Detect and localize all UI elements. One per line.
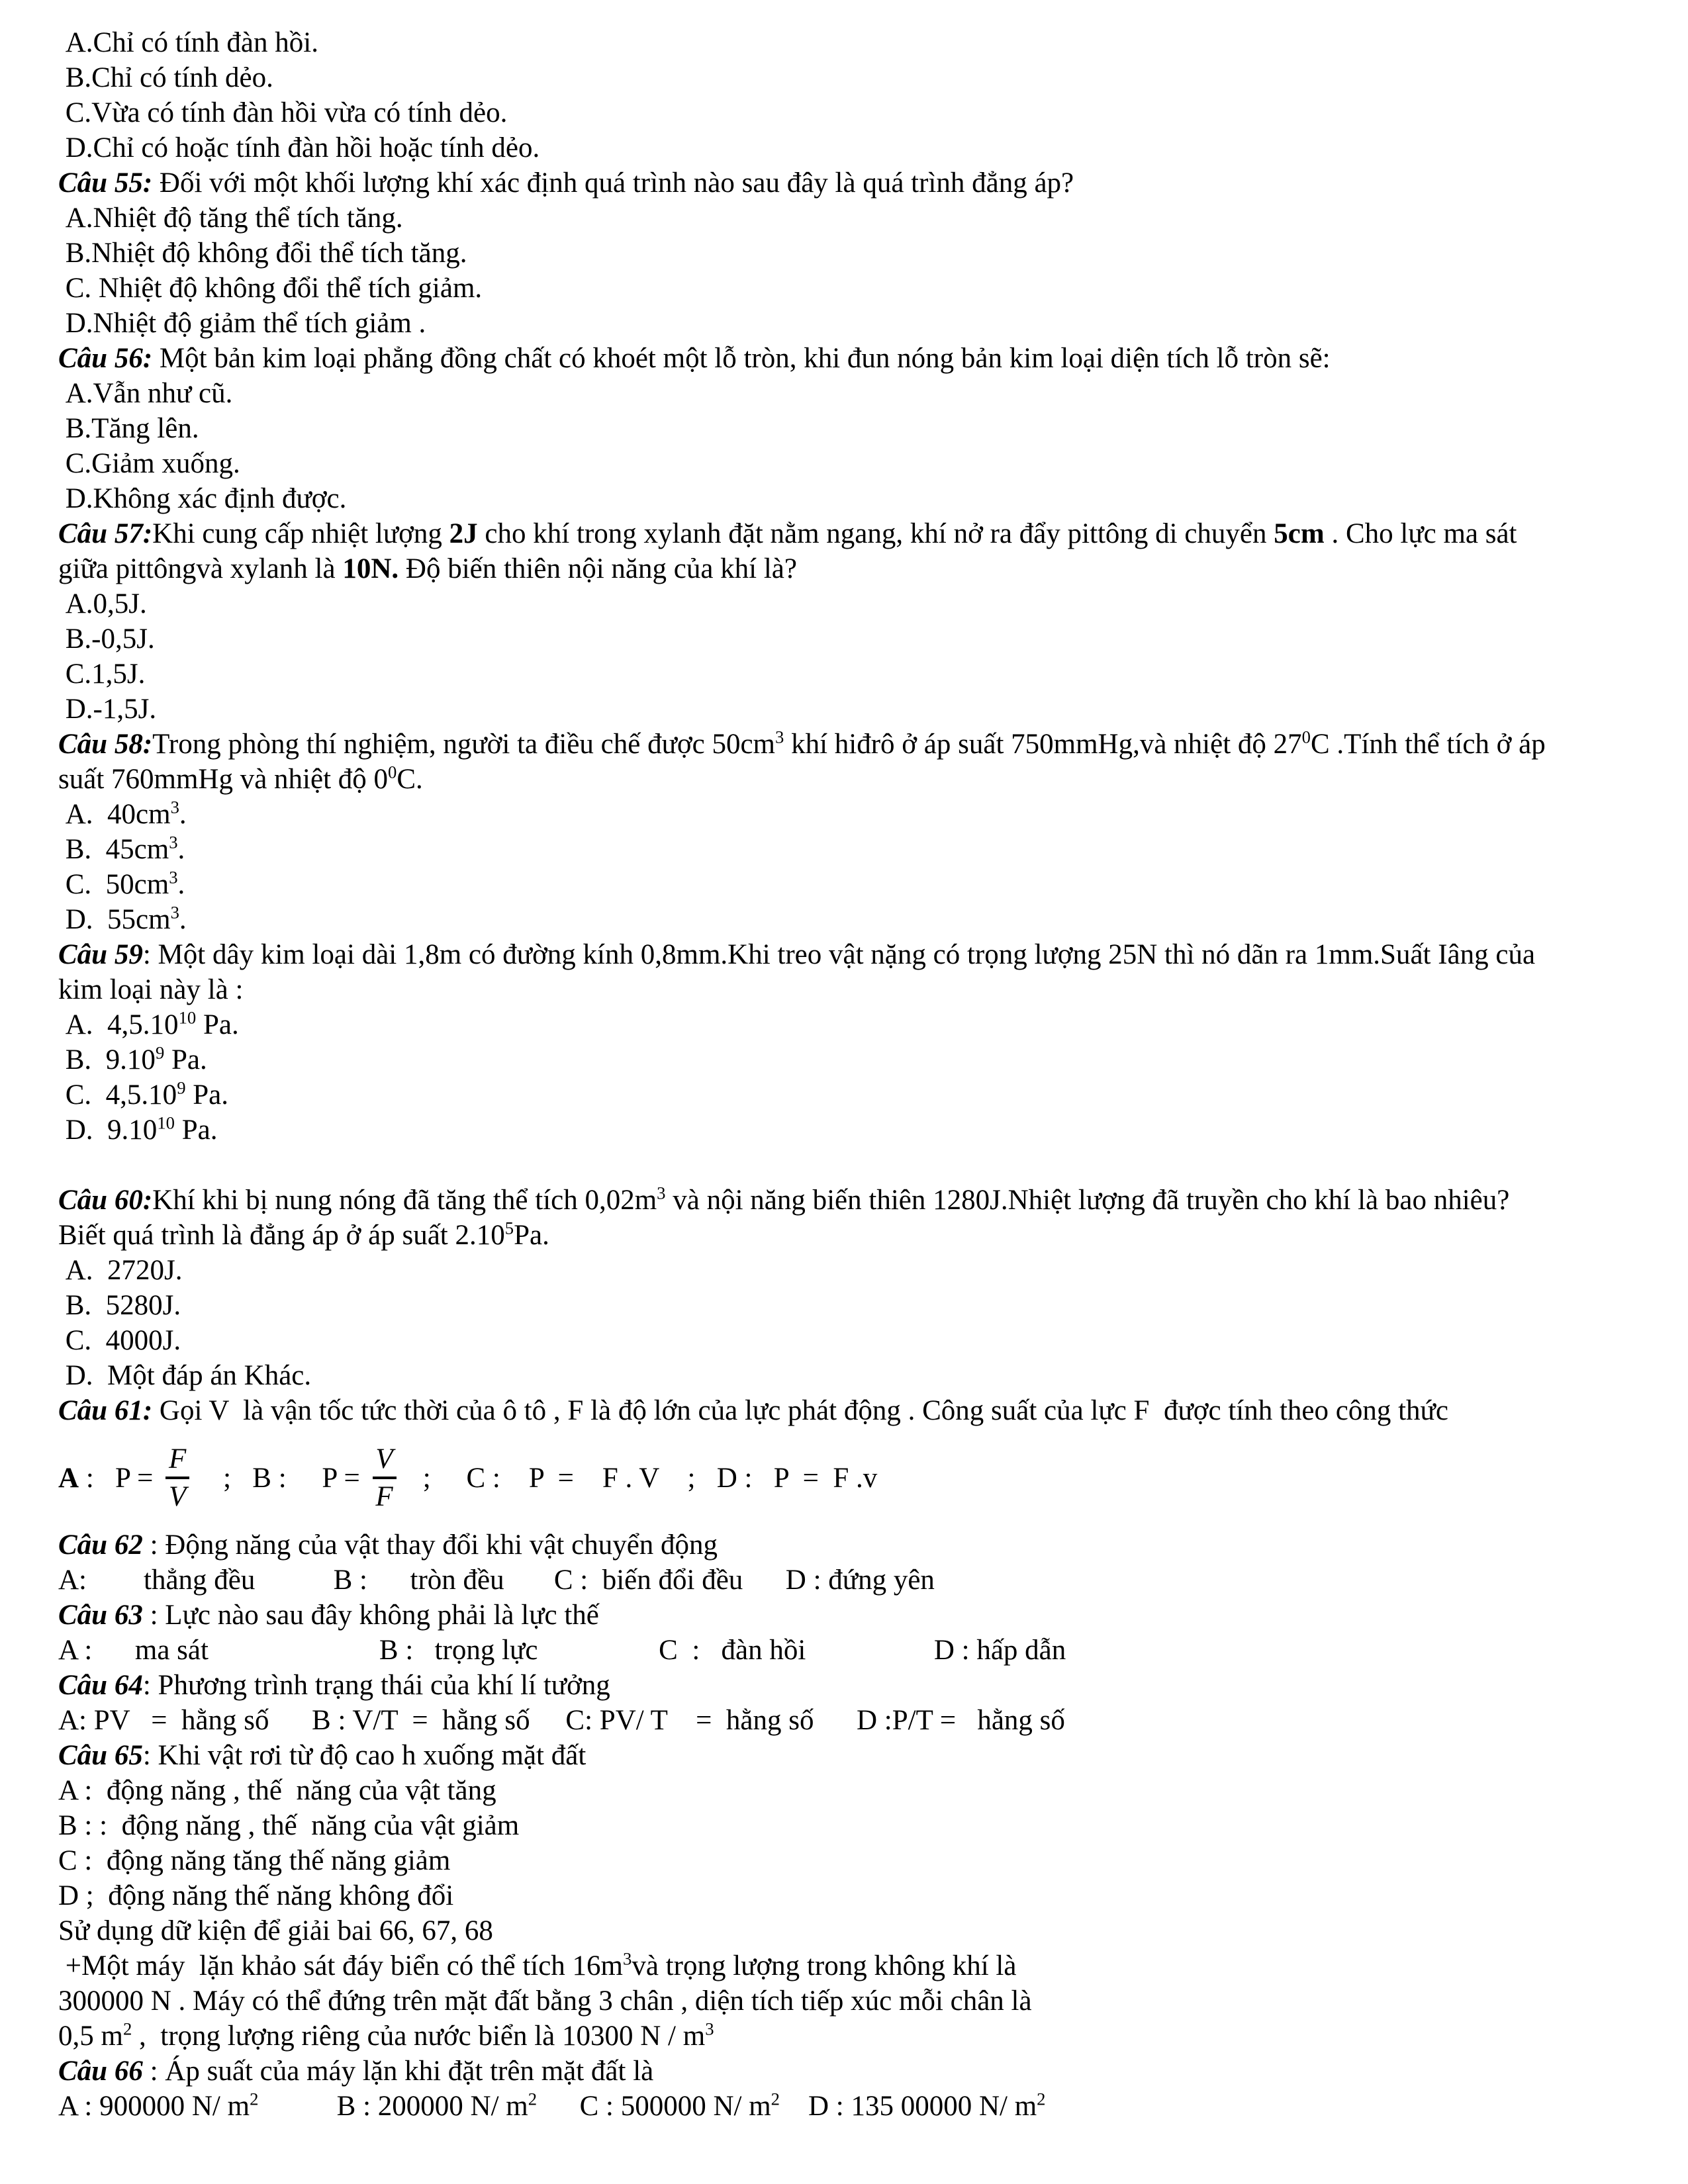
text-segment: 2: [250, 2089, 259, 2109]
text-segment: 2: [771, 2089, 780, 2109]
question-label: Câu 59: [58, 939, 143, 970]
text-segment: : Động năng của vật thay đổi khi vật chuyển động: [142, 1529, 718, 1561]
text-segment: D ; động năng thế năng không đổi: [58, 1880, 454, 1911]
question-label: Câu 66: [58, 2056, 143, 2087]
text-segment: , trọng lượng riêng của nước biển là 10300 N / m: [132, 2021, 706, 2052]
text-segment: B : 200000 N/ m: [258, 2091, 528, 2122]
text-segment: Sử dụng dữ kiện để giải bai 66, 67, 68: [58, 1915, 493, 1946]
text-segment: Biết quá trình là đẳng áp ở áp suất 2.10: [58, 1220, 505, 1251]
text-line: [58, 1598, 1652, 1633]
text-segment: Pa.: [164, 1044, 207, 1075]
text-line: [58, 657, 1652, 692]
text-segment: Pa.: [196, 1009, 239, 1040]
text-line: [58, 1773, 1652, 1808]
text-segment: 3: [705, 2019, 714, 2039]
text-segment: B.Tăng lên.: [58, 413, 199, 444]
text-line: [58, 1077, 1652, 1113]
text-line: [58, 1288, 1652, 1323]
text-segment: 3: [657, 1183, 666, 1203]
text-line: [58, 95, 1652, 130]
question-label: Câu 60:: [58, 1185, 153, 1216]
text-line: [58, 376, 1652, 411]
text-line: [58, 1703, 1652, 1738]
text-segment: A. 40cm: [58, 799, 171, 830]
text-line: [58, 1113, 1652, 1148]
text-segment: cho khí trong xylanh đặt nằm ngang, khí nở ra đẩy pittông di chuyển: [477, 518, 1274, 549]
text-line: [58, 832, 1652, 867]
text-line: [58, 1253, 1652, 1288]
text-segment: Pa.: [514, 1220, 549, 1251]
text-line: [58, 727, 1652, 762]
text-segment: D.Không xác định được.: [58, 483, 347, 514]
text-segment: 2J: [449, 518, 478, 549]
question-label: Câu 57:: [58, 518, 153, 549]
text-segment: : Lực nào sau đây không phải là lực thế: [142, 1600, 599, 1631]
text-segment: A : ma sát B : trọng lực C : đàn hồi D : hấp dẫn: [58, 1635, 1066, 1666]
text-line: [58, 1563, 1652, 1598]
text-segment: C : 500000 N/ m: [537, 2091, 771, 2122]
text-segment: 10: [178, 1007, 197, 1028]
text-segment: D. Một đáp án Khác.: [58, 1360, 312, 1391]
text-line: [58, 551, 1652, 586]
text-line: [58, 1183, 1652, 1218]
fraction: $\frac{V}{F}$: [373, 1444, 397, 1512]
text-segment: C.1,5J.: [58, 659, 146, 690]
text-line: [58, 201, 1652, 236]
text-segment: : Áp suất của máy lặn khi đặt trên mặt đất là: [142, 2056, 654, 2087]
text-line: [58, 1948, 1652, 1983]
text-segment: B : : động năng , thế năng của vật giảm: [58, 1810, 520, 1841]
text-segment: A.0,5J.: [58, 588, 147, 619]
fraction-bar: [165, 1477, 189, 1479]
text-segment: D. 9.10: [58, 1115, 158, 1146]
text-segment: D. 55cm: [58, 904, 171, 935]
text-segment: 5: [504, 1218, 514, 1238]
text-segment: Gọi V là vận tốc tức thời của ô tô , F là độ lớn của lực phát động . Công suất của lực F được tính theo công thức: [152, 1395, 1448, 1426]
question-label: Câu 64: [58, 1670, 143, 1701]
text-line: [58, 341, 1652, 376]
text-segment: .: [177, 869, 185, 900]
text-segment: B. 9.10: [58, 1044, 156, 1075]
text-segment: C : động năng tăng thế năng giảm: [58, 1845, 451, 1876]
text-line: [58, 1393, 1652, 1428]
text-segment: và trọng lượng trong không khí là: [632, 1950, 1017, 1981]
text-segment: : Một dây kim loại dài 1,8m có đường kính 0,8mm.Khi treo vật nặng có trọng lượng 25N thì nó dãn ra 1mm.Suất Iâng của: [142, 939, 1536, 970]
text-line: [58, 2054, 1652, 2089]
text-line: [58, 446, 1652, 481]
text-segment: A : 900000 N/ m: [58, 2091, 250, 2122]
text-line: [58, 25, 1652, 60]
text-segment: 0,5 m: [58, 2021, 123, 2052]
text-segment: 0: [1301, 727, 1311, 747]
text-segment: A: PV = hằng số B : V/T = hằng số C: PV/ T = hằng số D :P/T = hằng số: [58, 1705, 1065, 1736]
text-segment: B. 45cm: [58, 834, 169, 865]
text-segment: và nội năng biến thiên 1280J.Nhiệt lượng đã truyền cho khí là bao nhiêu?: [665, 1185, 1510, 1216]
text-segment: 0: [388, 762, 397, 782]
text-segment: B.Chỉ có tính dẻo.: [58, 62, 273, 93]
text-segment: 3: [170, 797, 179, 817]
text-segment: 10N.: [342, 553, 399, 584]
text-segment: C. Nhiệt độ không đổi thể tích giảm.: [58, 273, 483, 304]
question-label: Câu 58:: [58, 729, 153, 760]
text-line: [58, 1913, 1652, 1948]
text-segment: Khi cung cấp nhiệt lượng: [152, 518, 449, 549]
text-segment: C. 4000J.: [58, 1325, 181, 1356]
text-line: [58, 1808, 1652, 1843]
text-segment: A. 2720J.: [58, 1255, 183, 1286]
text-line: [58, 1738, 1652, 1773]
text-segment: D.Nhiệt độ giảm thể tích giảm .: [58, 308, 426, 339]
text-segment: A : động năng , thế năng của vật tăng: [58, 1775, 496, 1806]
text-line: [58, 2019, 1652, 2054]
text-segment: A.Chỉ có tính đàn hồi.: [58, 27, 318, 58]
text-segment: A.Nhiệt độ tăng thể tích tăng.: [58, 203, 403, 234]
text-segment: B.-0,5J.: [58, 623, 155, 655]
text-segment: ; C : P = F . V ; D : P = F .v: [401, 1462, 878, 1494]
text-line: [58, 1668, 1652, 1703]
text-segment: 3: [169, 832, 178, 852]
text-segment: A: thẳng đều B : tròn đều C : biến đổi đều D : đứng yên: [58, 1565, 935, 1596]
text-segment: C.Giảm xuống.: [58, 448, 240, 479]
question-label: Câu 61:: [58, 1395, 153, 1426]
text-segment: .: [177, 834, 185, 865]
text-line: [58, 165, 1652, 201]
text-line: [58, 1633, 1652, 1668]
text-segment: Đối với một khối lượng khí xác định quá trình nào sau đây là quá trình đẳng áp?: [152, 167, 1074, 199]
text-segment: : P =: [79, 1462, 161, 1494]
text-segment: D : 135 00000 N/ m: [779, 2091, 1037, 2122]
text-segment: D.-1,5J.: [58, 694, 157, 725]
text-line: [58, 516, 1652, 551]
text-line: [58, 1878, 1652, 1913]
text-segment: 2: [122, 2019, 132, 2039]
text-segment: suất 760mmHg và nhiệt độ 0: [58, 764, 389, 795]
text-segment: D.Chỉ có hoặc tính đàn hồi hoặc tính dẻo.: [58, 132, 540, 163]
text-line: [58, 2089, 1652, 2124]
question-label: Câu 63: [58, 1600, 143, 1631]
text-segment: Độ biến thiên nội năng của khí là?: [399, 553, 797, 584]
text-segment: 5cm: [1274, 518, 1325, 549]
text-line: [58, 867, 1652, 902]
text-line: [58, 1042, 1652, 1077]
text-segment: . Cho lực ma sát: [1324, 518, 1517, 549]
fraction: $\frac{F}{V}$: [165, 1444, 189, 1512]
text-segment: 3: [169, 867, 178, 887]
text-segment: C.: [397, 764, 423, 795]
question-label: Câu 56:: [58, 343, 153, 374]
text-segment: .: [179, 904, 187, 935]
text-segment: B.Nhiệt độ không đổi thể tích tăng.: [58, 238, 467, 269]
text-line: [58, 972, 1652, 1007]
text-segment: 9: [177, 1077, 186, 1098]
text-line: [58, 306, 1652, 341]
text-segment: Trong phòng thí nghiệm, người ta điều chế được 50cm: [152, 729, 776, 760]
text-line: [58, 621, 1652, 657]
text-line: [58, 130, 1652, 165]
text-segment: kim loại này là :: [58, 974, 244, 1005]
text-segment: ; B : P =: [195, 1462, 367, 1494]
text-segment: 300000 N . Máy có thể đứng trên mặt đất bằng 3 chân , diện tích tiếp xúc mỗi chân là: [58, 1985, 1032, 2017]
question-label: Câu 65: [58, 1740, 143, 1771]
question-label: Câu 55:: [58, 167, 153, 199]
text-segment: A. 4,5.10: [58, 1009, 179, 1040]
text-segment: 2: [1037, 2089, 1046, 2109]
text-segment: 10: [157, 1113, 175, 1133]
text-segment: 2: [528, 2089, 538, 2109]
text-line: [58, 937, 1652, 972]
text-line: [58, 1007, 1652, 1042]
text-segment: A.Vẫn như cũ.: [58, 378, 233, 409]
text-segment: : Phương trình trạng thái của khí lí tưởng: [142, 1670, 610, 1701]
text-line: [58, 1983, 1652, 2019]
text-segment: giữa pittôngvà xylanh là: [58, 553, 343, 584]
text-line: [58, 1843, 1652, 1878]
text-segment: C. 4,5.10: [58, 1079, 177, 1111]
text-segment: 3: [623, 1948, 632, 1969]
text-line: [58, 1148, 1652, 1183]
text-segment: Một bản kim loại phẳng đồng chất có khoét một lỗ tròn, khi đun nóng bản kim loại diện tích lỗ tròn sẽ:: [152, 343, 1331, 374]
text-segment: A: [58, 1462, 79, 1494]
text-line: [58, 1218, 1652, 1253]
text-segment: 9: [155, 1042, 165, 1063]
formula-line: [58, 1428, 1652, 1527]
text-line: [58, 1358, 1652, 1393]
text-segment: C.Vừa có tính đàn hồi vừa có tính dẻo.: [58, 97, 508, 128]
text-segment: Khí khi bị nung nóng đã tăng thể tích 0,02m: [152, 1185, 657, 1216]
text-line: [58, 902, 1652, 937]
text-line: [58, 411, 1652, 446]
text-segment: +Một máy lặn khảo sát đáy biển có thể tích 16m: [58, 1950, 624, 1981]
fraction-bar: [373, 1477, 397, 1479]
text-segment: Pa.: [174, 1115, 218, 1146]
text-line: [58, 60, 1652, 95]
text-segment: 3: [170, 902, 179, 923]
text-line: [58, 481, 1652, 516]
text-segment: .: [179, 799, 187, 830]
text-segment: B. 5280J.: [58, 1290, 181, 1321]
text-line: [58, 692, 1652, 727]
text-segment: Pa.: [185, 1079, 229, 1111]
text-line: [58, 797, 1652, 832]
text-line: [58, 586, 1652, 621]
text-line: [58, 271, 1652, 306]
text-line: [58, 1527, 1652, 1563]
text-segment: 3: [775, 727, 784, 747]
text-segment: C. 50cm: [58, 869, 169, 900]
text-line: [58, 1323, 1652, 1358]
text-line: [58, 762, 1652, 797]
question-label: Câu 62: [58, 1529, 143, 1561]
text-segment: C .Tính thể tích ở áp: [1311, 729, 1546, 760]
text-line: [58, 236, 1652, 271]
text-segment: : Khi vật rơi từ độ cao h xuống mặt đất: [142, 1740, 586, 1771]
text-segment: khí hiđrô ở áp suất 750mmHg,và nhiệt độ 27: [784, 729, 1302, 760]
